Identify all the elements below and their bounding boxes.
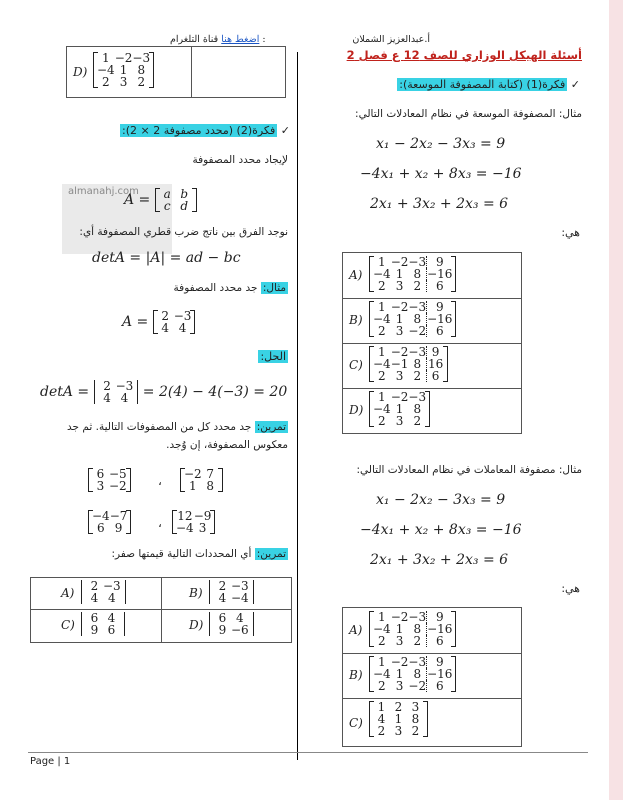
example-matrix: [122, 310, 195, 334]
matrix-cell: 9: [218, 623, 227, 637]
matrix-cell: 6: [426, 370, 444, 382]
page-number: Page | 1: [30, 756, 71, 767]
matrix-cell: b: [180, 187, 189, 201]
matrix-cell: 9: [426, 301, 452, 313]
matrix-cell: 2: [378, 679, 386, 693]
matrix-cell: 9: [426, 256, 452, 268]
footer-rule: [28, 752, 588, 753]
det-solution-lhs: detA =: [40, 384, 90, 400]
matrix-cell: 2: [378, 634, 386, 648]
matrix-cell: 1: [378, 655, 386, 669]
matrix-brackets: [180, 468, 223, 492]
diff-text: نوجد الفرق بين ناتج ضرب قطري المصفوفة أي:: [79, 226, 288, 238]
matrix-cell: 2: [218, 579, 227, 593]
q2-matrix-a: [369, 611, 456, 647]
equation-3b: 2x₁ + 3x₂ + 2x₃ = 6: [370, 552, 509, 568]
header-channel: [170, 34, 266, 45]
exercise2-text: تمرين: أي المحددات التالية قيمتها صفر:: [111, 548, 286, 560]
matrix-cell: −16: [427, 667, 453, 681]
matrix-cell: 8: [137, 63, 146, 77]
matrix-cell: −4: [92, 509, 110, 523]
matrix-cell: −16: [427, 312, 453, 326]
q2-option-b-label[interactable]: B): [349, 668, 363, 682]
idea2-text: فكرة(2) (محدد مصفوفة 2 × 2):: [122, 124, 276, 137]
matrix-cell: 6: [218, 611, 227, 625]
telegram-link[interactable]: اضغط هنا: [221, 34, 260, 45]
matrix-cell: 4: [108, 591, 116, 605]
matrix-cell: 9: [426, 611, 452, 623]
q2-options-box: [342, 607, 522, 747]
q1-option-d-label[interactable]: D): [349, 403, 364, 417]
q1-matrix-a: [369, 256, 456, 292]
matrix-cell: 2: [102, 75, 110, 89]
matrix-cell: 7: [206, 467, 215, 481]
idea2-heading: ✓ فكرة(2) (محدد مصفوفة 2 × 2):: [122, 124, 290, 137]
q1-row-line: [343, 298, 521, 299]
exercise1-label: تمرين:: [256, 421, 286, 433]
watermark-text: almanahj.com: [68, 186, 139, 197]
matrix-cell: 8: [206, 479, 215, 493]
exercise-matrix-4: [172, 510, 215, 534]
matrix-cell: 4: [236, 611, 244, 625]
matrix-cell: 1: [378, 345, 386, 359]
matrix-brackets: [88, 510, 131, 534]
matrix-brackets: [369, 656, 456, 692]
matrix-cell: −16: [427, 267, 453, 281]
q1-matrix-c: [369, 346, 448, 382]
matrix-cell: 8: [413, 402, 422, 416]
matrix-cell: −4: [373, 357, 391, 371]
matrix-cell: 4: [107, 611, 116, 625]
matrix-cell: 1: [395, 667, 404, 681]
equation-3: 2x₁ + 3x₂ + 2x₃ = 6: [370, 196, 509, 212]
matrix-cell: 2: [411, 724, 420, 738]
matrix-cell: 6: [426, 280, 452, 292]
matrix-cell: −4: [373, 312, 391, 326]
det-solution-rhs: = 2(4) − 4(−3) = 20: [142, 384, 288, 400]
general-matrix-label: A =: [124, 192, 151, 208]
matrix-cell: −2: [390, 655, 409, 669]
q1-option-b-label[interactable]: B): [349, 313, 363, 327]
determinant-bars: [209, 580, 254, 604]
det-option-d-label[interactable]: D): [189, 618, 204, 632]
matrix-cell: −3: [103, 579, 121, 593]
matrix-cell: 9: [426, 656, 452, 668]
matrix-cell: 1: [119, 63, 128, 77]
det-option-b-label[interactable]: B): [189, 586, 203, 600]
channel-label: قناة التلغرام :: [170, 34, 266, 45]
exercise-matrix-2: [180, 468, 223, 492]
find-det-text: لإيجاد محدد المصفوفة: [192, 154, 288, 166]
det-option-b: [209, 580, 254, 604]
matrix-cell: 2: [377, 724, 386, 738]
matrix-cell: 9: [114, 521, 123, 535]
matrix-cell: 1: [394, 712, 403, 726]
exercise1-text: تمرين: جد محدد كل من المصفوفات التالية. ثم جد معكوس المصفوفة، إن وُجد.: [67, 421, 288, 451]
matrix-cell: 2: [413, 634, 422, 648]
matrix-brackets: [172, 510, 215, 534]
matrix-brackets: [369, 256, 456, 292]
matrix-cell: c: [163, 199, 171, 213]
matrix-cell: 2: [413, 414, 422, 428]
matrix-cell: 8: [413, 622, 422, 636]
matrix-cell: 3: [395, 324, 404, 338]
q2-matrix-c: [369, 701, 428, 737]
equation-1: x₁ − 2x₂ − 3x₃ = 9: [376, 136, 506, 152]
matrix-cell: 1: [378, 255, 386, 269]
determinant-bars: [81, 612, 125, 636]
matrix-cell: −2: [390, 300, 409, 314]
det-options-box: [30, 577, 292, 643]
page-title: أسئلة الهيكل الوزاري للصف 12 ع فصل 2: [346, 48, 582, 62]
matrix-cell: −2: [109, 479, 127, 493]
top-option-box: [66, 46, 286, 98]
matrix-cell: 4: [377, 712, 386, 726]
matrix-brackets: [369, 701, 428, 737]
matrix-brackets: [93, 52, 154, 88]
matrix-cell: 4: [103, 391, 111, 405]
matrix-cell: 2: [378, 324, 386, 338]
q1-option-a-label[interactable]: A): [349, 268, 363, 282]
example1-text: مثال: المصفوفة الموسعة في نظام المعادلات التالي:: [355, 108, 582, 120]
matrix-cell: 1: [377, 700, 386, 714]
matrix-cell: −7: [109, 509, 128, 523]
matrix-brackets: [369, 301, 456, 337]
comma-2: ،: [158, 516, 162, 530]
matrix-cell: −2: [390, 390, 409, 404]
matrix-cell: 2: [103, 379, 111, 393]
matrix-cell: −3: [115, 379, 134, 393]
matrix-brackets: [155, 188, 197, 212]
matrix-cell: 8: [413, 312, 422, 326]
matrix-cell: 2: [90, 579, 99, 593]
matrix-cell: 3: [395, 679, 404, 693]
general-matrix-body: [155, 187, 197, 213]
matrix-cell: −2: [184, 467, 202, 481]
matrix-cell: 3: [411, 700, 420, 714]
matrix-brackets: [369, 611, 456, 647]
q2-row-line: [343, 653, 521, 654]
matrix-cell: 2: [394, 700, 403, 714]
matrix-cell: −4: [176, 521, 194, 535]
matrix-cell: −2: [390, 255, 409, 269]
matrix-cell: −4: [373, 267, 391, 281]
matrix-cell: 3: [96, 479, 105, 493]
det-option-c-label[interactable]: C): [61, 618, 75, 632]
matrix-cell: −4: [97, 63, 115, 77]
matrix-cell: −1: [390, 357, 409, 371]
example-matrix-label: A =: [122, 314, 149, 330]
is-label-2: هي:: [561, 582, 580, 595]
matrix-cell: −3: [408, 345, 427, 359]
matrix-brackets: [88, 468, 131, 492]
exercise2-label: تمرين:: [256, 548, 286, 560]
det-options-vline: [161, 578, 162, 642]
matrix-cell: −3: [173, 309, 192, 323]
det-option-a: [81, 580, 126, 604]
matrix-cell: −2: [408, 324, 427, 338]
q1-option-c-label[interactable]: C): [349, 358, 363, 372]
matrix-brackets: [369, 346, 448, 382]
matrix-cell: 1: [395, 402, 404, 416]
matrix-cell: 3: [395, 414, 404, 428]
matrix-cell: 3: [395, 279, 404, 293]
matrix-cell: 8: [413, 667, 422, 681]
matrix-cell: 2: [161, 309, 170, 323]
matrix-cell: −4: [231, 591, 249, 605]
page-side-strip: [609, 0, 623, 800]
matrix-cell: a: [163, 187, 171, 201]
matrix-cell: 1: [395, 622, 404, 636]
matrix-cell: 6: [90, 611, 99, 625]
matrix-cell: 3: [119, 75, 128, 89]
matrix-cell: 8: [413, 267, 422, 281]
matrix-cell: 1: [189, 479, 197, 493]
q2-matrix-b: [369, 656, 456, 692]
top-option-divider: [191, 47, 192, 97]
matrix-brackets: [369, 391, 430, 427]
matrix-cell: 1: [378, 610, 386, 624]
example-label: مثال:: [262, 282, 286, 294]
matrix-cell: 2: [413, 279, 422, 293]
determinant-bars: [209, 612, 254, 636]
matrix-cell: 1: [395, 312, 404, 326]
equation-1b: x₁ − 2x₂ − 3x₃ = 9: [376, 492, 506, 508]
matrix-cell: 2: [378, 369, 386, 383]
comma-1: ،: [158, 474, 162, 488]
solution-label: [200, 350, 288, 363]
matrix-cell: 6: [96, 467, 105, 481]
det-option-d: [209, 612, 254, 636]
matrix-cell: 1: [102, 51, 110, 65]
matrix-cell: −3: [231, 579, 249, 593]
matrix-cell: 4: [218, 591, 227, 605]
matrix-cell: −4: [373, 402, 391, 416]
q1-row-line: [343, 343, 521, 344]
matrix-cell: 1: [378, 300, 386, 314]
matrix-cell: 1: [395, 267, 404, 281]
matrix-cell: 3: [198, 521, 207, 535]
idea1-heading: ✓ فكرة(1) (كتابة المصفوفة الموسعة):: [399, 78, 580, 91]
matrix-cell: 9: [426, 346, 444, 358]
matrix-cell: 6: [107, 623, 116, 637]
det-solution-matrix: [94, 379, 139, 405]
matrix-cell: 3: [395, 369, 404, 383]
matrix-cell: 6: [426, 635, 452, 647]
determinant-bars: [81, 580, 126, 604]
top-matrix-d: [93, 52, 154, 88]
matrix-cell: 9: [90, 623, 99, 637]
det-solution: [40, 380, 287, 404]
matrix-cell: 8: [413, 357, 422, 371]
idea1-text: فكرة(1) (كتابة المصفوفة الموسعة):: [399, 78, 566, 91]
matrix-cell: 4: [90, 591, 99, 605]
matrix-cell: −5: [109, 467, 127, 481]
matrix-cell: 2: [378, 414, 386, 428]
determinant-bars: [94, 380, 139, 404]
is-label-1: هي:: [561, 226, 580, 239]
matrix-cell: −3: [132, 51, 151, 65]
matrix-cell: −2: [408, 679, 427, 693]
matrix-cell: −4: [373, 667, 391, 681]
matrix-cell: 6: [426, 325, 452, 337]
top-option-d-label[interactable]: D): [73, 65, 88, 79]
det-option-c: [81, 612, 125, 636]
matrix-brackets: [153, 310, 196, 334]
example-find-det: مثال: جد محدد المصفوفة: [173, 282, 286, 294]
det-options-hline: [31, 609, 291, 610]
matrix-cell: 8: [411, 712, 420, 726]
header-author: أ.عبدالعزيز الشملان: [352, 34, 430, 45]
matrix-cell: −2: [390, 345, 409, 359]
det-option-a-label[interactable]: A): [61, 586, 75, 600]
column-divider: [297, 52, 298, 760]
matrix-cell: 4: [120, 391, 129, 405]
matrix-cell: −3: [408, 610, 427, 624]
matrix-cell: 16: [427, 357, 444, 371]
q1-options-box: [342, 252, 522, 434]
solution-text: الحل:: [260, 350, 286, 363]
matrix-cell: −16: [427, 622, 453, 636]
matrix-cell: −6: [231, 623, 249, 637]
matrix-cell: 4: [178, 321, 187, 335]
matrix-cell: −9: [193, 509, 212, 523]
matrix-cell: −3: [408, 300, 427, 314]
matrix-cell: 6: [426, 680, 452, 692]
general-matrix: [124, 188, 197, 212]
exercise-matrix-1: [88, 468, 131, 492]
matrix-cell: −2: [114, 51, 133, 65]
equation-2b: −4x₁ + x₂ + 8x₃ = −16: [360, 522, 522, 538]
q1-matrix-d: [369, 391, 430, 427]
matrix-cell: 3: [395, 634, 404, 648]
equation-2: −4x₁ + x₂ + 8x₃ = −16: [360, 166, 522, 182]
matrix-cell: −3: [408, 655, 427, 669]
matrix-cell: −2: [390, 610, 409, 624]
matrix-cell: 1: [378, 390, 386, 404]
matrix-cell: 12: [177, 509, 193, 523]
matrix-cell: −3: [408, 390, 427, 404]
matrix-cell: 2: [378, 279, 386, 293]
example2-text: مثال: مصفوفة المعاملات في نظام المعادلات التالي:: [356, 464, 582, 476]
exercise-matrix-3: [88, 510, 131, 534]
q2-row-line: [343, 698, 521, 699]
q1-matrix-b: [369, 301, 456, 337]
matrix-cell: 4: [161, 321, 170, 335]
q2-option-c-label[interactable]: C): [349, 716, 363, 730]
matrix-cell: −4: [373, 622, 391, 636]
example-matrix-body: [153, 309, 196, 335]
matrix-cell: 2: [137, 75, 146, 89]
matrix-cell: −3: [408, 255, 427, 269]
matrix-cell: 2: [413, 369, 422, 383]
q1-row-line: [343, 388, 521, 389]
matrix-cell: 3: [394, 724, 403, 738]
det-formula: detA = |A| = ad − bc: [92, 250, 241, 266]
matrix-cell: d: [180, 199, 189, 213]
q2-option-a-label[interactable]: A): [349, 623, 363, 637]
matrix-cell: 6: [97, 521, 105, 535]
